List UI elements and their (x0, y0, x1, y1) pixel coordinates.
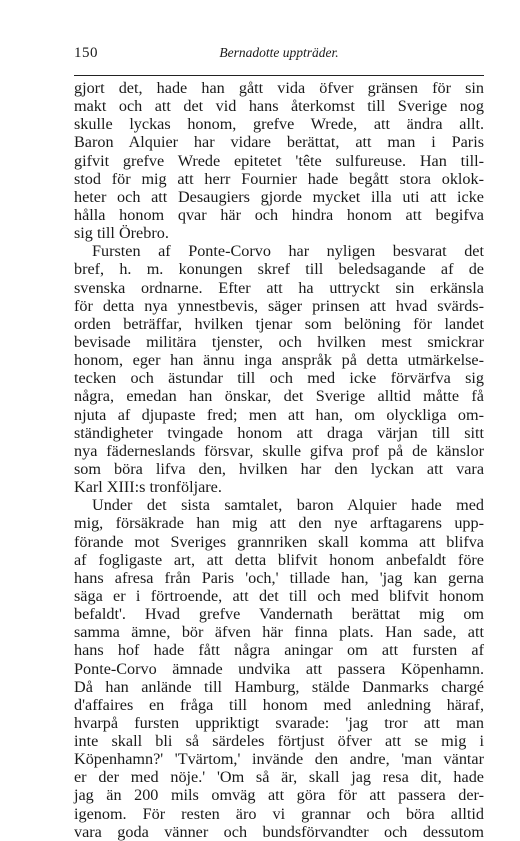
text-line: tecken och ästundar till och med icke förvärfva sig (74, 369, 484, 388)
text-line: Ponte-Corvo ämnade undvika att passera Köpenhamn. (74, 659, 484, 678)
text-line: stod för mig att herr Fournier hade begått stora oklok- (74, 169, 484, 188)
text-line: gjort det, hade han gått vida öfver gränsen för sin (74, 79, 484, 97)
header-rule (74, 75, 484, 76)
text-line: Då han anlände till Hamburg, stälde Danmarks chargé (74, 677, 484, 696)
text-line: vara goda vänner och bundsförvandter och dessutom (74, 822, 484, 841)
page-header (74, 45, 484, 63)
text-line: njuta af djupaste fred; men att han, om olyckliga om- (74, 405, 484, 424)
text-line: nya fäderneslands försvar, skulle gifva prof på de känslor (74, 441, 484, 460)
book-page (74, 45, 484, 841)
text-line: som böra lifva den, hvilken har den lyckan att vara (74, 459, 484, 478)
text-line: igenom. För resten äro vi grannar och böra alltid (74, 804, 484, 823)
text-line: säga er i förtroende, att det till och med blifvit honom (74, 586, 484, 605)
text-line: förande mot Sveriges grannriken skall komma att blifva (74, 532, 484, 551)
text-line: Under det sista samtalet, baron Alquier hade med (92, 496, 484, 515)
text-line: mig, försäkrade han mig att den nye arftagarens upp- (74, 514, 484, 533)
text-line: orden beträffar, hvilken tjenar som belöning för landet (74, 314, 484, 333)
text-line: Fursten af Ponte-Corvo har nyligen besvarat det (92, 242, 484, 261)
text-line: honom, eger han ännu inga anspråk på detta utmärkelse- (74, 351, 484, 370)
running-title: Bernadotte uppträder. (219, 45, 339, 60)
text-line: hans hof hade fått några aningar om att fursten af (74, 641, 484, 660)
text-line: gifvit grefve Wrede epitetet 'tête sulfureuse. Han till- (74, 151, 484, 170)
body-text (74, 79, 484, 841)
text-line: ständigheter tvingade honom att draga värjan till sitt (74, 423, 484, 442)
text-line: bevisade militära tjenster, och hvilken mest smickrar (74, 332, 484, 351)
text-line: hans afresa från Paris 'och,' tillade han, 'jag kan gerna (74, 568, 484, 587)
text-line: jag än 200 mils omväg att göra för att passera der- (74, 786, 484, 805)
text-line: befaldt'. Hvad grefve Vandernath berättat mig om (74, 605, 484, 624)
text-line: skulle lyckas honom, grefve Wrede, att ändra allt. (74, 115, 484, 134)
text-line: Baron Alquier har vidare berättat, att man i Paris (74, 133, 484, 152)
text-line: svenska ordnarne. Efter att ha uttryckt sin erkänsla (74, 278, 484, 297)
text-line: bref, h. m. konungen skref till beledsagande af de (74, 260, 484, 279)
text-line: samma ämne, bör äfven här finna plats. Han sade, att (74, 623, 484, 642)
text-line: för detta nya ynnestbevis, säger prinsen att hvad svärds- (74, 296, 484, 315)
text-line: af fogligaste art, att detta blifvit honom anbefaldt före (74, 550, 484, 569)
text-line: sig till Örebro. (74, 224, 169, 243)
text-line: inte skall bli så särdeles förtjust öfver att se mig i (74, 732, 484, 751)
text-line: d'affaires en fråga till honom med anledning häraf, (74, 695, 484, 714)
text-line: makt och att det vid hans återkomst till Sverige nog (74, 97, 484, 116)
text-line: hålla honom qvar här och hindra honom att begifva (74, 205, 484, 224)
text-line: hvarpå fursten uppriktigt svarade: 'jag tror att man (74, 713, 484, 732)
text-line: några, emedan han önskar, det Sverige alltid måtte få (74, 387, 484, 406)
text-line: heter och att Desaugiers gjorde mycket illa uti att icke (74, 187, 484, 206)
text-line: Köpenhamn?' 'Tvärtom,' invände den andre, 'man väntar (74, 750, 484, 769)
text-line: er der med nöje.' 'Om så är, skall jag resa dit, hade (74, 768, 484, 787)
text-line: Karl XIII:s tronföljare. (74, 478, 222, 497)
page-number: 150 (74, 45, 98, 61)
